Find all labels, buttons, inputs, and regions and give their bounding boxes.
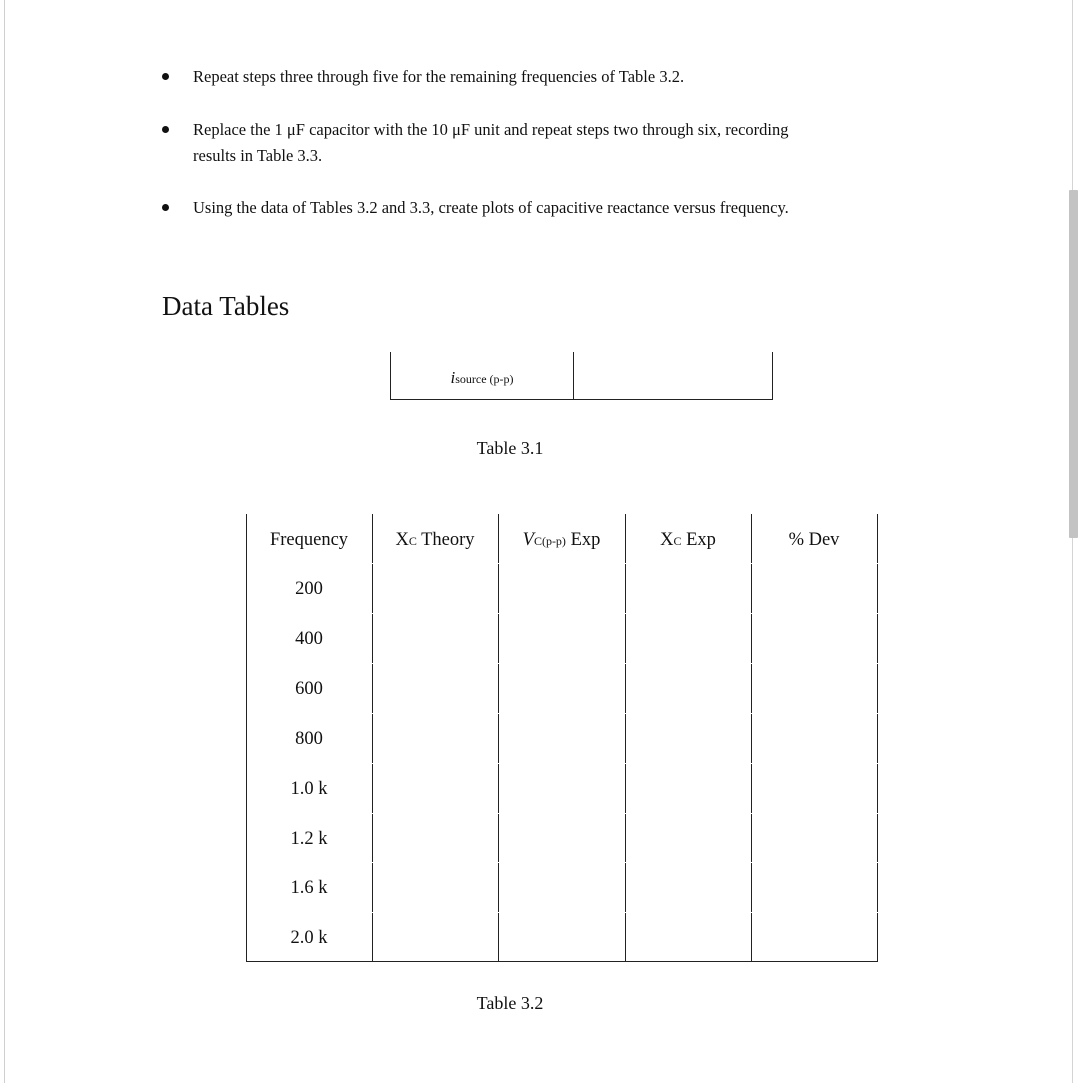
instruction-step-repeat: Repeat steps three through five for the remaining frequencies of Table 3.2. [193, 67, 685, 86]
table-row [246, 664, 878, 714]
header-xc-theory [372, 515, 498, 565]
bullet-dot-icon [162, 204, 169, 211]
isource-subscript: source (p-p) [455, 372, 514, 386]
table-border [772, 352, 773, 400]
isource-label [391, 368, 573, 389]
row-gap [247, 862, 878, 863]
table-3-1-caption: Table 3.1 [476, 438, 544, 458]
instruction-step-replace: Replace the 1 μF capacitor with the 10 μF unit and repeat steps two through six, recording [193, 120, 789, 139]
header-frequency [246, 515, 372, 565]
header-dev [751, 515, 877, 565]
table-row [246, 714, 878, 764]
row-gap [247, 613, 878, 614]
header-vc-sub: C(p-p) [533, 533, 566, 548]
page-left-edge [4, 0, 5, 1083]
frequency-cell: 1.6 k [290, 877, 328, 898]
header-xc-exp-x: X [660, 529, 674, 550]
bullet-dot-icon [162, 126, 169, 133]
isource-symbol: i [450, 368, 456, 387]
instruction-step-replace-cont: results in Table 3.3. [193, 146, 323, 165]
header-dev-text: % Dev [788, 529, 840, 550]
header-frequency-text: Frequency [269, 529, 349, 550]
table-row [246, 564, 878, 614]
header-xc-theory-sub: C [408, 533, 417, 548]
frequency-cell: 600 [295, 678, 323, 699]
frequency-cell: 800 [295, 728, 323, 749]
row-gap [247, 663, 878, 664]
header-vc-exp [498, 515, 625, 565]
frequency-cell: 200 [295, 578, 323, 599]
table-3-2 [246, 514, 878, 962]
row-gap [247, 813, 878, 814]
table-row [246, 814, 878, 864]
table-row [246, 764, 878, 814]
frequency-cell: 1.0 k [290, 778, 328, 799]
table-3-2-caption: Table 3.2 [476, 993, 544, 1013]
header-vc-v: V [522, 529, 534, 550]
header-xc-theory-rest: Theory [416, 529, 475, 550]
row-gap [247, 713, 878, 714]
row-gap [247, 912, 878, 913]
bullet-dot-icon [162, 73, 169, 80]
frequency-cell: 2.0 k [290, 927, 328, 948]
frequency-cell: 1.2 k [290, 828, 328, 849]
scrollbar-thumb[interactable] [1069, 190, 1078, 538]
header-xc-exp-sub: C [673, 533, 682, 548]
table-row [246, 913, 878, 963]
table-border [390, 399, 773, 400]
frequency-cell: 400 [295, 628, 323, 649]
header-xc-theory-x: X [395, 529, 409, 550]
header-xc-exp-rest: Exp [681, 529, 716, 550]
section-heading: Data Tables [162, 291, 290, 321]
table-row [246, 614, 878, 664]
row-gap [247, 763, 878, 764]
instruction-step-plot: Using the data of Tables 3.2 and 3.3, create plots of capacitive reactance versus frequency. [193, 198, 789, 217]
header-vc-rest: Exp [565, 529, 601, 550]
table-row [246, 863, 878, 913]
page-right-edge [1072, 0, 1073, 1083]
header-xc-exp [625, 515, 751, 565]
table-border [573, 352, 574, 400]
row-gap [247, 563, 878, 564]
